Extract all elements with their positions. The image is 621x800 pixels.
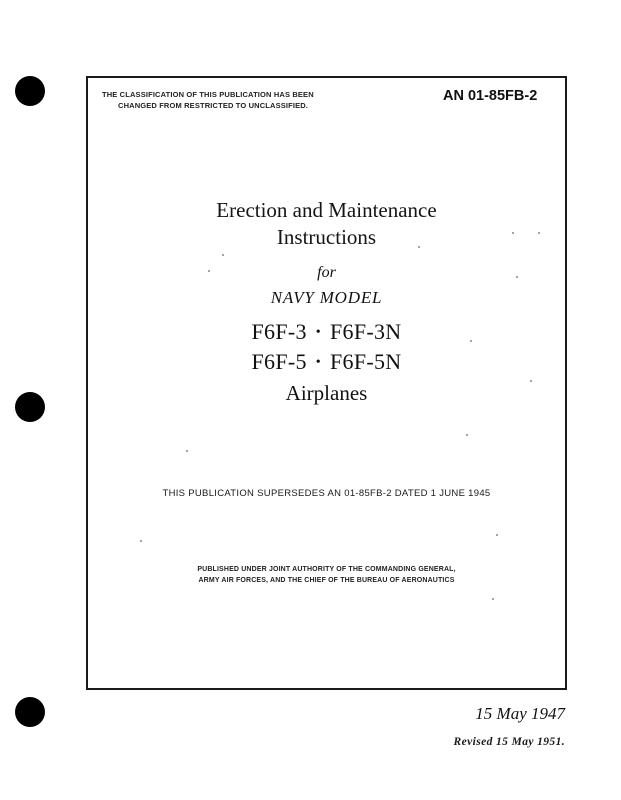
punch-hole xyxy=(15,76,45,106)
scan-speck xyxy=(208,270,210,272)
document-title xyxy=(88,197,565,251)
scan-speck xyxy=(222,254,224,256)
navy-model-label: NAVY MODEL xyxy=(270,288,383,307)
punch-hole xyxy=(15,392,45,422)
authority-line-2: ARMY AIR FORCES, AND THE CHIEF OF THE BUREAU OF AERONAUTICS xyxy=(198,577,455,584)
bullet-separator: • xyxy=(315,355,321,370)
bullet-separator: • xyxy=(315,325,321,340)
scan-speck xyxy=(530,380,532,382)
for-word: for xyxy=(317,264,336,281)
scan-speck xyxy=(466,434,468,436)
scan-speck xyxy=(418,246,420,248)
scan-speck xyxy=(538,232,540,234)
scan-speck xyxy=(512,232,514,234)
classification-line-2: CHANGED FROM RESTRICTED TO UNCLASSIFIED. xyxy=(118,101,309,110)
authority-line-1: PUBLISHED UNDER JOINT AUTHORITY OF THE COMMANDING GENERAL, xyxy=(197,566,456,573)
scan-speck xyxy=(516,276,518,278)
model-name: F6F-5 xyxy=(251,349,307,374)
publication-number: AN 01-85FB-2 xyxy=(443,88,538,104)
publishing-authority xyxy=(88,564,565,586)
classification-line-1: THE CLASSIFICATION OF THIS PUBLICATION HAS BEEN xyxy=(102,90,314,99)
supersedes-notice: THIS PUBLICATION SUPERSEDES AN 01-85FB-2 DATED 1 JUNE 1945 xyxy=(162,488,491,499)
model-name: F6F-3N xyxy=(330,319,402,344)
airplanes-label: Airplanes xyxy=(285,381,368,405)
title-line-1: Erection and Maintenance xyxy=(216,198,437,222)
title-line-2: Instructions xyxy=(276,225,377,249)
scan-speck xyxy=(186,450,188,452)
scan-speck xyxy=(492,598,494,600)
model-name: F6F-5N xyxy=(330,349,402,374)
scan-speck xyxy=(470,340,472,342)
publication-date: 15 May 1947 xyxy=(475,704,565,723)
model-line-1 xyxy=(88,319,565,345)
punch-hole xyxy=(15,697,45,727)
scan-speck xyxy=(140,540,142,542)
revision-date: Revised 15 May 1951. xyxy=(453,736,565,748)
classification-notice xyxy=(102,89,314,111)
scan-speck xyxy=(496,534,498,536)
model-line-2 xyxy=(88,349,565,375)
model-name: F6F-3 xyxy=(251,319,307,344)
